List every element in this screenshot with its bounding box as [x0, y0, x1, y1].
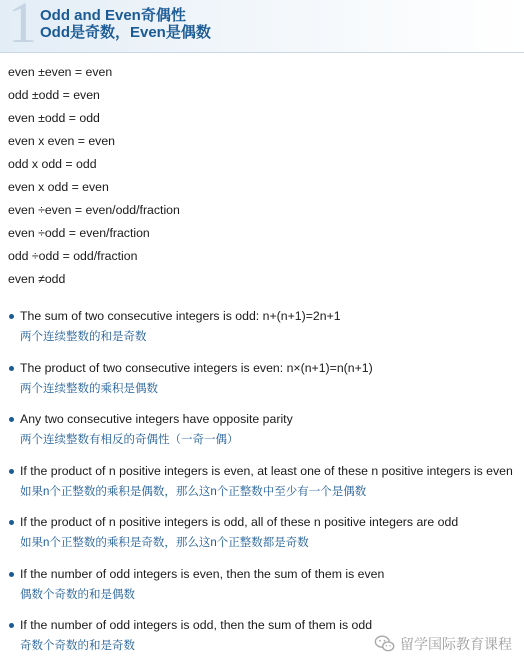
- rule-item: odd x odd = odd: [8, 157, 97, 171]
- fact-item: [8, 360, 518, 412]
- fact-english: Any two consecutive integers have opposite parity: [20, 412, 293, 426]
- watermark: [374, 633, 512, 655]
- fact-item: [8, 463, 518, 515]
- fact-item: [8, 308, 518, 360]
- bullet-dot-icon: [9, 469, 14, 474]
- rule-item: even ±odd = odd: [8, 111, 100, 125]
- fact-chinese: 两个连续整数的和是奇数: [20, 331, 147, 343]
- rule-item: even x even = even: [8, 134, 115, 148]
- rule-item: even ÷even = even/odd/fraction: [8, 203, 180, 217]
- section-title-zh: Odd是奇数，Even是偶数: [40, 24, 211, 41]
- fact-english: If the number of odd integers is odd, then the sum of them is odd: [20, 618, 373, 632]
- watermark-text: 留学国际教育课程: [400, 636, 512, 652]
- rule-item: even ≠odd: [8, 272, 66, 286]
- section-number: 1: [8, 0, 37, 55]
- fact-chinese: 偶数个奇数的和是偶数: [20, 588, 135, 601]
- bullet-dot-icon: [9, 366, 14, 371]
- bullet-dot-icon: [9, 314, 14, 319]
- bullet-dot-icon: [9, 520, 14, 525]
- fact-english: The sum of two consecutive integers is odd: n+(n+1)=2n+1: [20, 309, 341, 323]
- wechat-logo-icon: [374, 633, 396, 655]
- section-header: [0, 0, 524, 53]
- fact-english: If the number of odd integers is even, then the sum of them is even: [20, 566, 385, 581]
- fact-item: [8, 514, 518, 566]
- fact-english: If the product of n positive integers is even, at least one of these n positive integers is even: [20, 463, 513, 478]
- rule-item: even x odd = even: [8, 180, 109, 194]
- bullet-dot-icon: [9, 417, 14, 422]
- parity-facts-list: [8, 308, 518, 669]
- fact-item: [8, 566, 518, 618]
- fact-english: If the product of n positive integers is odd, all of these n positive integers are odd: [20, 515, 459, 529]
- bullet-dot-icon: [9, 623, 14, 628]
- bullet-dot-icon: [9, 572, 14, 577]
- rule-item: odd ÷odd = odd/fraction: [8, 249, 138, 263]
- fact-chinese: 如果n个正整数的乘积是偶数，那么这n个正整数中至少有一个是偶数: [20, 485, 367, 498]
- section-title: [40, 7, 211, 41]
- fact-chinese: 奇数个奇数的和是奇数: [20, 640, 135, 652]
- fact-chinese: 两个连续整数的乘积是偶数: [20, 382, 158, 395]
- rule-item: even ±even = even: [8, 65, 113, 79]
- fact-chinese: 两个连续整数有相反的奇偶性（一奇一偶）: [20, 434, 239, 446]
- section-title-en: Odd and Even奇偶性: [40, 7, 186, 24]
- fact-chinese: 如果n个正整数的乘积是奇数，那么这n个正整数都是奇数: [20, 537, 309, 549]
- rule-item: even ÷odd = even/fraction: [8, 226, 150, 240]
- fact-english: The product of two consecutive integers is even: n×(n+1)=n(n+1): [20, 360, 373, 375]
- parity-rules-list: [8, 63, 180, 293]
- rule-item: odd ±odd = even: [8, 88, 100, 102]
- fact-item: [8, 411, 518, 463]
